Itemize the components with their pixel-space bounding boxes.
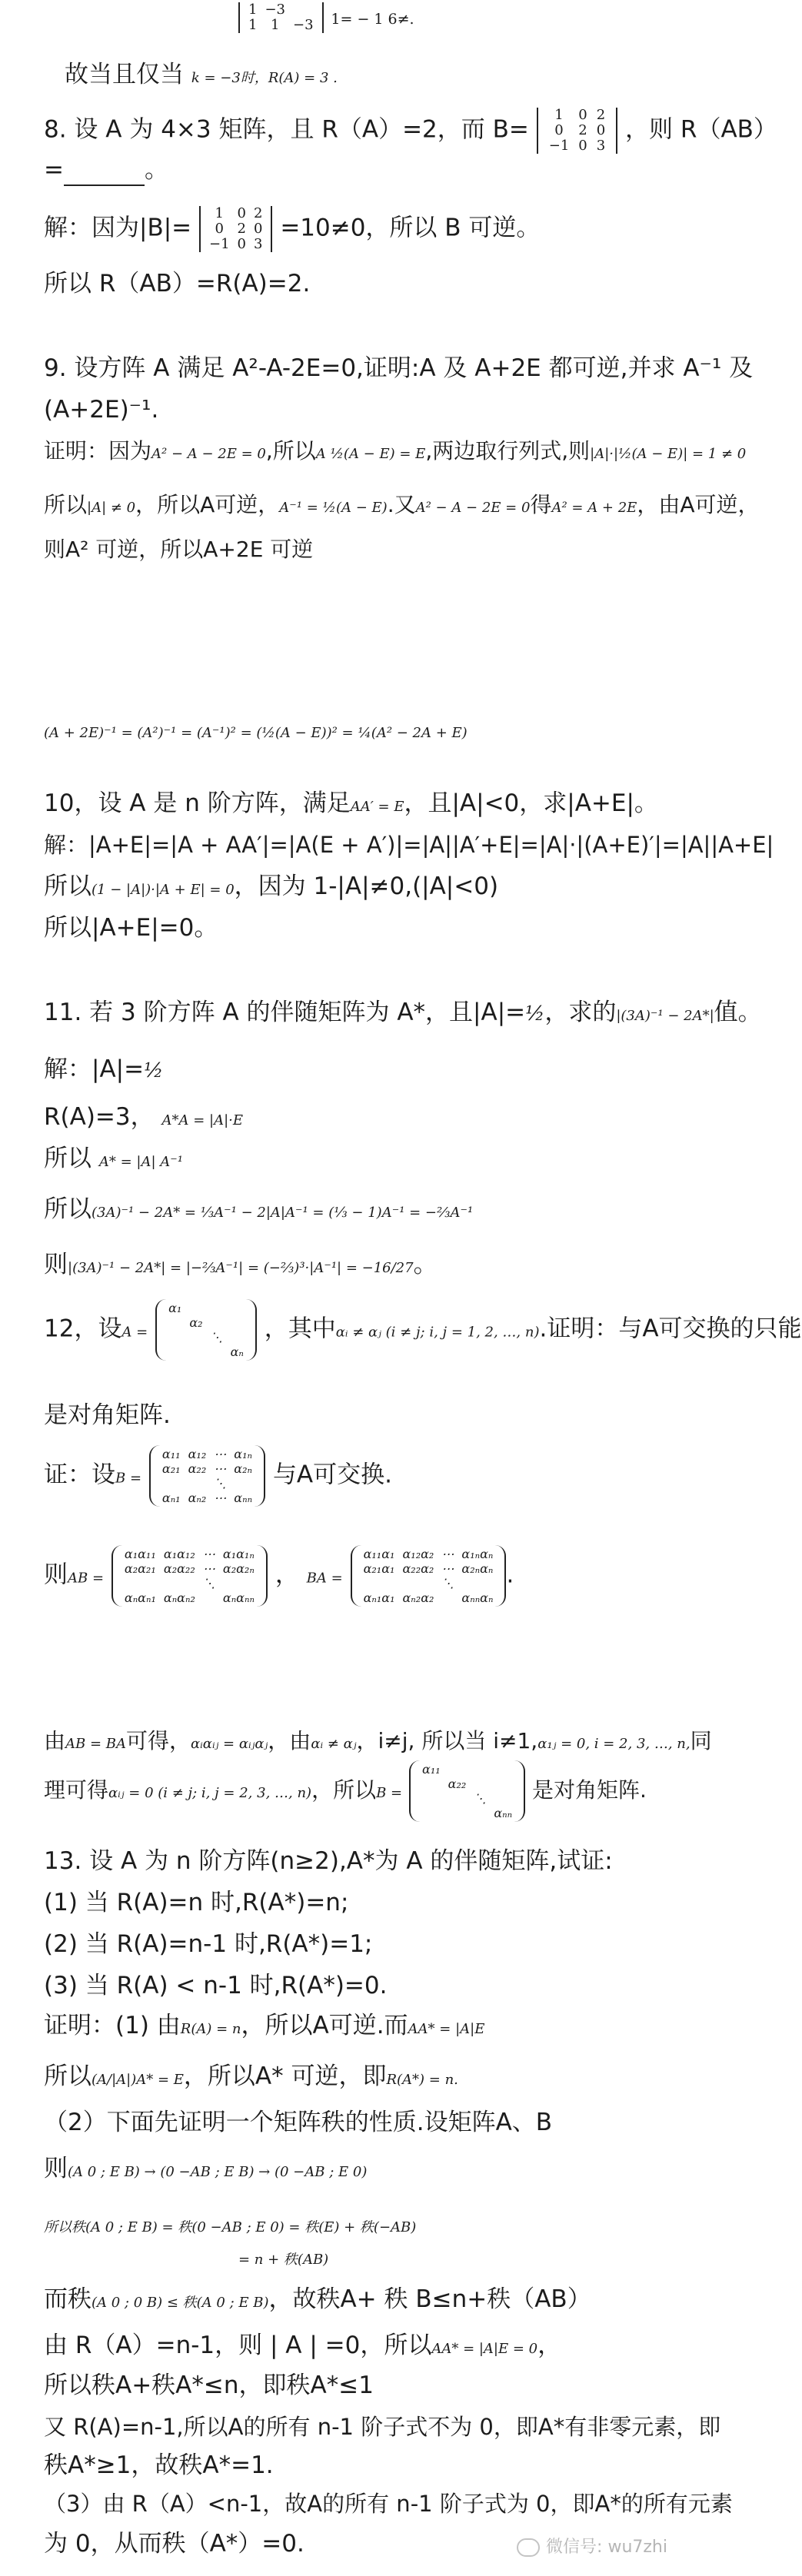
q13-rank-equation bbox=[44, 2208, 671, 2244]
q12-text: 是对角矩阵. bbox=[532, 1777, 647, 1803]
watermark-text: 微信号: wu7zhi bbox=[546, 2538, 667, 2557]
q9-math: A² − A − 2E = 0 bbox=[415, 500, 531, 516]
q11-text: 所以 bbox=[44, 1145, 92, 1172]
q12-text: 同 bbox=[690, 1728, 712, 1753]
q9-math: A² = A + 2E bbox=[551, 500, 637, 516]
q13-math: (A 0 ; 0 B) ≤ 秩(A 0 ; E B) bbox=[92, 2295, 269, 2311]
q11-then bbox=[44, 1248, 671, 1285]
q9-proof-line2 bbox=[44, 489, 760, 524]
q10-line3 bbox=[44, 870, 671, 906]
q12-matrix-ab: α₁α₁₁ α₁α₁₂ ⋯ α₁α₁ₙ α₂α₂₁ α₂α₂₂ ⋯ α₂α₂ₙ ⋱ αₙαₙ₁ αₙαₙ₂ αₙαₙₙ bbox=[111, 1545, 268, 1607]
q12-diag-b: α₁₁ α₂₂ ⋱ αₙₙ bbox=[409, 1760, 525, 1822]
q12-conclusion-line2 bbox=[44, 1760, 671, 1837]
q13-text: ，故秩A+ 秩 B≤n+秩（AB） bbox=[268, 2285, 591, 2313]
wechat-icon bbox=[517, 2538, 540, 2557]
q11-line1 bbox=[44, 996, 762, 1032]
q13-text: 所以 bbox=[44, 2062, 92, 2090]
q12-ba-label: BA = bbox=[306, 1570, 343, 1587]
answer-blank bbox=[64, 161, 145, 186]
q11-math: |(3A)⁻¹ − 2A*| bbox=[616, 1008, 714, 1024]
q11-math: (3A)⁻¹ − 2A* = ⅓A⁻¹ − 2|A|A⁻¹ = (⅓ − 1)A⁻¹ = −⅔A⁻¹ bbox=[92, 1205, 474, 1221]
q12-text: 理可得 bbox=[44, 1777, 109, 1803]
q13-proof2 bbox=[44, 2060, 671, 2096]
q8-equals: = bbox=[44, 156, 64, 184]
q8-matrix-b: 1 0 2 0 2 0 −1 0 3 bbox=[537, 108, 617, 154]
q13-part2: （2）下面先证明一个矩阵秩的性质.设矩阵A、B bbox=[44, 2109, 553, 2136]
q11-text: R(A)=3， bbox=[44, 1103, 155, 1131]
q13-text: 证明：(1) 由 bbox=[44, 2012, 181, 2039]
q11-text: 。 bbox=[413, 1251, 438, 1278]
q13-math: AA* = |A|E = 0 bbox=[431, 2341, 538, 2357]
q11-rank bbox=[44, 1101, 671, 1137]
q8-sol-text: 解：因为|B|= bbox=[44, 214, 192, 242]
q13-rank-inequality bbox=[44, 2283, 671, 2319]
q13-text: ，所以A* 可逆，即 bbox=[183, 2062, 387, 2090]
q9-text: .又 bbox=[387, 492, 416, 517]
q9-text: 所以 bbox=[44, 492, 88, 517]
q13-item2: (2) 当 R(A)=n-1 时,R(A*)=1; bbox=[44, 1930, 373, 1958]
q8-statement bbox=[44, 107, 777, 154]
q13-line1: 13. 设 A 为 n 阶方阵(n≥2),A*为 A 的伴随矩阵,试证: bbox=[44, 1847, 613, 1875]
q11-math: A* = |A| A⁻¹ bbox=[98, 1154, 183, 1170]
q12-text: ，i≠j, 所以当 i≠1, bbox=[356, 1728, 538, 1753]
q13-case3-a: （3）由 R（A）<n-1，故A的所有 n-1 阶子式为 0，即A*的所有元素 bbox=[44, 2491, 733, 2517]
q12-sep: ， bbox=[275, 1561, 299, 1589]
q12-text: ，其中 bbox=[264, 1315, 336, 1343]
q13-case2-a bbox=[44, 2329, 671, 2365]
q10-text: ，因为 1-|A|≠0,(|A|<0) bbox=[234, 873, 499, 900]
conclusion-line bbox=[65, 58, 671, 95]
q12-text: ，由 bbox=[268, 1728, 311, 1753]
q11-half: ½ bbox=[525, 1002, 545, 1025]
q12-math: αᵢ ≠ αⱼ bbox=[311, 1736, 357, 1752]
q12-b-label: B = bbox=[115, 1470, 142, 1487]
q9-text: ，所以A可逆， bbox=[135, 492, 280, 517]
q11-math: |(3A)⁻¹ − 2A*| = |−⅔A⁻¹| = (−⅔)³·|A⁻¹| = −16/27 bbox=[68, 1260, 414, 1276]
q12-end: . bbox=[506, 1561, 514, 1589]
q12-line2: 是对角矩阵. bbox=[44, 1401, 171, 1429]
q9-text: 得 bbox=[530, 492, 552, 517]
q13-text: 由 R（A）=n-1，则 | A | =0，所以 bbox=[44, 2332, 432, 2359]
q12-text: 则 bbox=[44, 1561, 68, 1589]
q12-text: ，所以 bbox=[311, 1777, 377, 1803]
q11-text: 所以 bbox=[44, 1195, 92, 1223]
q8-text: 8. 设 A 为 4×3 矩阵，且 R（A）=2，而 B= bbox=[44, 115, 529, 144]
q9-inverse-formula bbox=[44, 713, 671, 750]
q10-line1 bbox=[44, 787, 671, 823]
q9-line2: (A+2E)⁻¹. bbox=[44, 396, 159, 424]
q9-math: |A|·|½(A − E)| = 1 ≠ 0 bbox=[590, 446, 747, 462]
q11-text: 值。 bbox=[714, 999, 762, 1026]
q12-products bbox=[44, 1545, 671, 1630]
determinant-result: 1= − 1 6≠. bbox=[331, 11, 414, 28]
q13-case2-c: 又 R(A)=n-1,所以A的所有 n-1 阶子式不为 0，即A*有非零元素，即 bbox=[44, 2414, 721, 2440]
conclusion-text: 故当且仅当 bbox=[65, 61, 184, 88]
q13-text: 则 bbox=[44, 2155, 68, 2182]
q11-half: ½ bbox=[144, 1059, 164, 1082]
q13-case2-b: 所以秩A+秩A*≤n，即秩A*≤1 bbox=[44, 2372, 374, 2399]
q12-a-label: A = bbox=[121, 1324, 148, 1341]
wechat-watermark bbox=[517, 2534, 667, 2558]
q13-text: 而秩 bbox=[44, 2285, 92, 2313]
q12-ab-label: AB = bbox=[68, 1570, 105, 1587]
q13-item1: (1) 当 R(A)=n 时,R(A*)=n; bbox=[44, 1889, 349, 1916]
q9-text: ，由A可逆， bbox=[637, 492, 760, 517]
q9-formula-math: (A + 2E)⁻¹ = (A²)⁻¹ = (A⁻¹)² = (½(A − E))² = ¼(A² − 2A + E) bbox=[44, 725, 468, 741]
q8-answer-line bbox=[44, 154, 671, 186]
q13-math: = n + 秩(AB) bbox=[238, 2252, 329, 2268]
conclusion-math: k = −3时，R(A) = 3 . bbox=[191, 70, 338, 86]
q9-text: ,所以 bbox=[265, 438, 316, 464]
q13-case2-d: 秩A*≥1，故秩A*=1. bbox=[44, 2451, 274, 2479]
q11-text: 11. 若 3 阶方阵 A 的伴随矩阵为 A*，且|A|= bbox=[44, 999, 526, 1026]
q9-proof-line3: 则A² 可逆，所以A+2E 可逆 bbox=[44, 537, 314, 562]
q12-matrix-ba: α₁₁α₁ α₁₂α₂ ⋯ α₁ₙαₙ α₂₁α₁ α₂₂α₂ ⋯ α₂ₙαₙ ⋱ αₙ₁α₁ αₙ₂α₂ αₙₙαₙ bbox=[351, 1545, 507, 1607]
q13-text: ， bbox=[537, 2332, 562, 2359]
q12-math: α₁ⱼ = 0, i = 2, 3, …, n, bbox=[537, 1736, 691, 1752]
q8-sol-after: =10≠0，所以 B 可逆。 bbox=[280, 214, 541, 242]
q9-text: 证明：因为 bbox=[44, 438, 152, 464]
q10-line4: 所以|A+E|=0。 bbox=[44, 914, 218, 942]
q11-text: ，求的 bbox=[544, 999, 617, 1026]
q9-math: A ½(A − E) = E bbox=[315, 446, 426, 462]
q12-text: 证：设 bbox=[44, 1461, 115, 1489]
q11-text: 解：|A|= bbox=[44, 1055, 145, 1083]
q12-text: 由 bbox=[44, 1728, 66, 1753]
q12-text: 与A可交换. bbox=[272, 1461, 392, 1489]
q11-so2 bbox=[44, 1193, 671, 1229]
determinant-fragment bbox=[238, 0, 671, 35]
q12-text: 可得， bbox=[126, 1728, 191, 1753]
q9-math: A² − A − 2E = 0 bbox=[151, 446, 266, 462]
q12-math: αᵢ ≠ αⱼ (i ≠ j; i, j = 1, 2, …, n) bbox=[335, 1324, 540, 1341]
q11-text: 则 bbox=[44, 1251, 68, 1278]
q8-solution bbox=[44, 206, 671, 252]
q12-proof-setup bbox=[44, 1445, 671, 1530]
q12-math: AB = BA bbox=[65, 1736, 126, 1752]
q9-math: |A| ≠ 0 bbox=[87, 500, 136, 516]
q13-block-transform bbox=[44, 2152, 671, 2189]
q13-case3-b: 为 0，从而秩（A*）=0. bbox=[44, 2530, 304, 2558]
q12-math: αᵢαᵢⱼ = αᵢⱼαⱼ bbox=[191, 1736, 268, 1752]
q8-conclusion: 所以 R（AB）=R(A)=2. bbox=[44, 270, 311, 297]
determinant-tail: 1 −3 1 1 −3 bbox=[238, 2, 324, 33]
q11-sol bbox=[44, 1053, 671, 1087]
q11-math: A*A = |A|·E bbox=[161, 1112, 244, 1128]
q8-determinant: 1 0 2 0 2 0 −1 0 3 bbox=[199, 206, 272, 252]
q13-item3: (3) 当 R(A) < n-1 时,R(A*)=0. bbox=[44, 1972, 388, 1999]
q12-text: .证明：与A可交换的只能 bbox=[539, 1315, 802, 1343]
q12-line1 bbox=[44, 1299, 802, 1391]
q10-line2: 解：|A+E|=|A + AA′|=|A(E + A′)|=|A||A′+E|=|A|·|(A+E)′|=|A||A+E| bbox=[44, 832, 774, 858]
q12-matrix-b: α₁₁ α₁₂ ⋯ α₁ₙ α₂₁ α₂₂ ⋯ α₂ₙ ⋱ αₙ₁ αₙ₂ ⋯ αₙₙ bbox=[149, 1445, 265, 1507]
q12-diag-matrix: α₁ α₂ ⋱ αₙ bbox=[155, 1299, 257, 1361]
q13-text: ，所以A可逆.而 bbox=[241, 2012, 408, 2039]
q13-math: (A/|A|)A* = E bbox=[92, 2072, 184, 2088]
q10-text: 所以 bbox=[44, 873, 92, 900]
q10-text: 10，设 A 是 n 阶方阵，满足 bbox=[44, 789, 351, 817]
q13-rank-equation-cont bbox=[238, 2240, 671, 2276]
q12-math: B = bbox=[376, 1785, 403, 1801]
q13-math: R(A) = n bbox=[180, 2021, 241, 2037]
q9-line1: 9. 设方阵 A 满足 A²-A-2E=0,证明:A 及 A+2E 都可逆,并求 A⁻¹ 及 bbox=[44, 354, 754, 382]
q8-text-after: ，则 R（AB） bbox=[625, 115, 777, 144]
q13-proof1 bbox=[44, 2009, 671, 2046]
q13-math: AA* = |A|E bbox=[408, 2021, 485, 2037]
q12-conclusion-line1 bbox=[44, 1725, 712, 1760]
q12-math: αᵢⱼ = 0 (i ≠ j; i, j = 2, 3, …, n) bbox=[108, 1785, 312, 1801]
q11-so1 bbox=[44, 1142, 671, 1178]
q9-text: ,两边取行列式,则 bbox=[425, 438, 591, 464]
q10-math: AA′ = E bbox=[350, 799, 404, 815]
q13-math: R(A*) = n. bbox=[386, 2072, 458, 2088]
q8-period: 。 bbox=[144, 156, 168, 184]
q13-math: (A 0 ; E B) → (0 −AB ; E B) → (0 −AB ; E 0) bbox=[68, 2164, 368, 2180]
q9-math: A⁻¹ = ½(A − E) bbox=[279, 500, 388, 516]
q9-proof-line1 bbox=[44, 435, 747, 470]
q10-text: ，且|A|<0，求|A+E|。 bbox=[404, 789, 658, 817]
q13-math: 所以秩(A 0 ; E B) = 秩(0 −AB ; E 0) = 秩(E) + 秩(−AB) bbox=[44, 2219, 417, 2235]
q12-text: 12，设 bbox=[44, 1315, 122, 1343]
q10-math: (1 − |A|)·|A + E| = 0 bbox=[92, 882, 235, 898]
